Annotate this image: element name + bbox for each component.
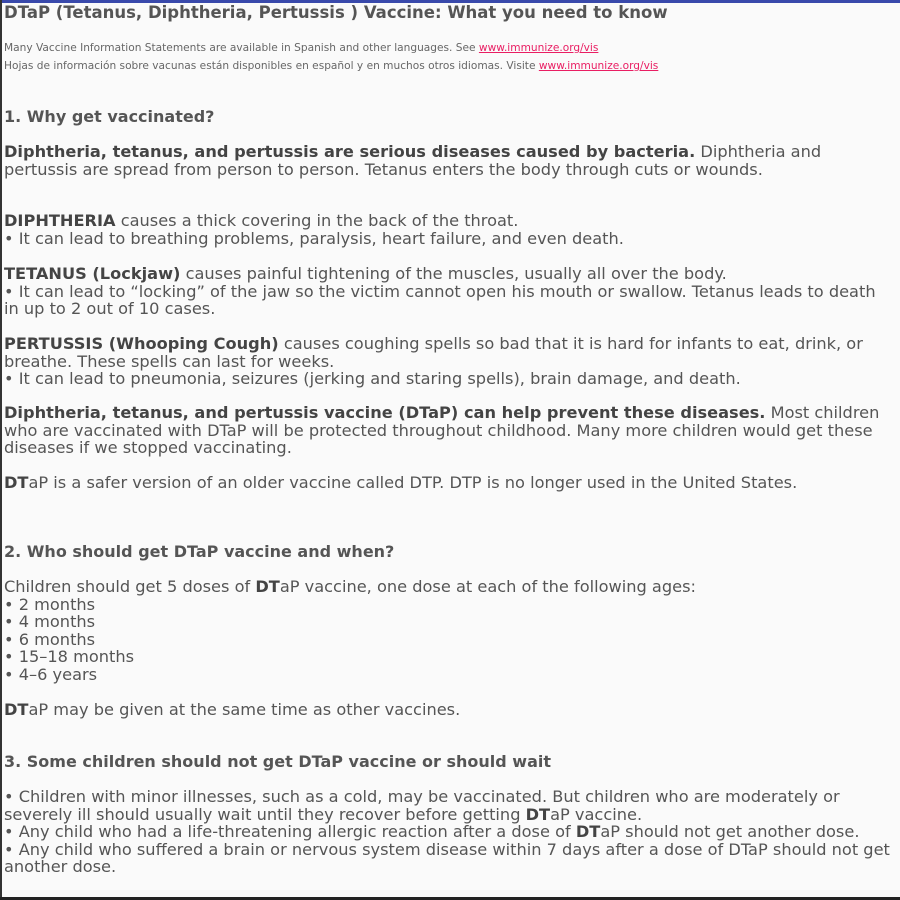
text: causes coughing spells so bad that it is hard for infants to eat, drink, or breathe. These spells can last for weeks. xyxy=(4,334,863,371)
section-2-heading: 2. Who should get DTaP vaccine and when? xyxy=(4,542,395,561)
text: • Children with minor illnesses, such as a cold, may be vaccinated. But children who are moderately or severely ill should usually wait until they recover before getting xyxy=(4,787,840,824)
age-item: • 4–6 years xyxy=(4,664,98,684)
bold-dt: DT xyxy=(575,822,601,841)
text: aP vaccine. xyxy=(550,804,643,824)
bold-lead: Diphtheria, tetanus, and pertussis are serious diseases caused by bacteria. xyxy=(4,142,696,161)
contraindications-list xyxy=(4,788,892,876)
text: Diphtheria and pertussis are spread from person to person. Tetanus enters the body through cuts or wounds. xyxy=(4,142,822,179)
text: aP vaccine, one dose at each of the following ages: xyxy=(279,577,696,596)
info-es: Hojas de información sobre vacunas están disponibles en español y en muchos otros idiomas. Visite xyxy=(4,60,539,72)
text: Most children who are vaccinated with DTaP will be protected throughout childhood. Many more children would get these diseases if we stopped vaccinating. xyxy=(4,403,880,457)
bold-lead: Diphtheria, tetanus, and pertussis vaccine (DTaP) can help prevent these diseases. xyxy=(4,403,766,422)
bold-dt: DT xyxy=(525,804,551,824)
text: aP should not get another dose. xyxy=(600,822,860,841)
language-info xyxy=(4,39,892,75)
text: aP may be given at the same time as other vaccines. xyxy=(28,700,461,719)
bold-lead: PERTUSSIS (Whooping Cough) xyxy=(4,334,279,353)
bold-dt: DT xyxy=(4,473,29,492)
age-item: • 2 months xyxy=(4,594,96,614)
tetanus-paragraph xyxy=(4,265,892,318)
bullet: • It can lead to “locking” of the jaw so the victim cannot open his mouth or swallow. Tetanus leads to death in up to 2 out of 10 cases. xyxy=(4,281,876,318)
immunize-link-es[interactable]: www.immunize.org/vis xyxy=(538,60,659,72)
pertussis-paragraph xyxy=(4,335,892,388)
text: causes a thick covering in the back of the throat. xyxy=(115,211,519,230)
text: • Any child who had a life-threatening allergic reaction after a dose of xyxy=(4,822,576,841)
info-en: Many Vaccine Information Statements are available in Spanish and other languages. See xyxy=(4,42,479,54)
list-item: • Any child who suffered a brain or nervous system disease within 7 days after a dose of DTaP should not get another dose. xyxy=(4,839,890,876)
age-item: • 4 months xyxy=(4,612,96,631)
left-border xyxy=(0,0,2,900)
bold-lead: DIPHTHERIA xyxy=(4,211,116,230)
section-3-heading: 3. Some children should not get DTaP vaccine or should wait xyxy=(4,752,552,771)
dtp-paragraph xyxy=(4,474,892,492)
bold-dt: DT xyxy=(255,577,280,596)
immunize-link-en[interactable]: www.immunize.org/vis xyxy=(478,42,599,54)
schedule-paragraph xyxy=(4,578,892,683)
text: aP is a safer version of an older vaccine called DTP. DTP is no longer used in the United States. xyxy=(28,473,798,492)
text: causes painful tightening of the muscles, usually all over the body. xyxy=(180,264,727,283)
section-1-heading: 1. Why get vaccinated? xyxy=(4,107,215,126)
vaccine-paragraph xyxy=(4,404,892,457)
page-title: DTaP (Tetanus, Diphtheria, Pertussis ) Vaccine: What you need to know xyxy=(4,3,668,22)
bold-lead: TETANUS (Lockjaw) xyxy=(4,264,181,283)
list-item xyxy=(4,823,892,841)
text: Children should get 5 doses of xyxy=(4,577,256,596)
age-item: • 6 months xyxy=(4,629,96,649)
list-item xyxy=(4,788,892,823)
same-time-paragraph xyxy=(4,701,892,719)
diphtheria-paragraph xyxy=(4,212,892,247)
bullet: • It can lead to breathing problems, paralysis, heart failure, and even death. xyxy=(4,228,624,248)
age-item: • 15–18 months xyxy=(4,647,135,666)
bullet: • It can lead to pneumonia, seizures (jerking and staring spells), brain damage, and death. xyxy=(4,369,741,388)
why-paragraph xyxy=(4,143,892,178)
bold-dt: DT xyxy=(4,700,29,719)
